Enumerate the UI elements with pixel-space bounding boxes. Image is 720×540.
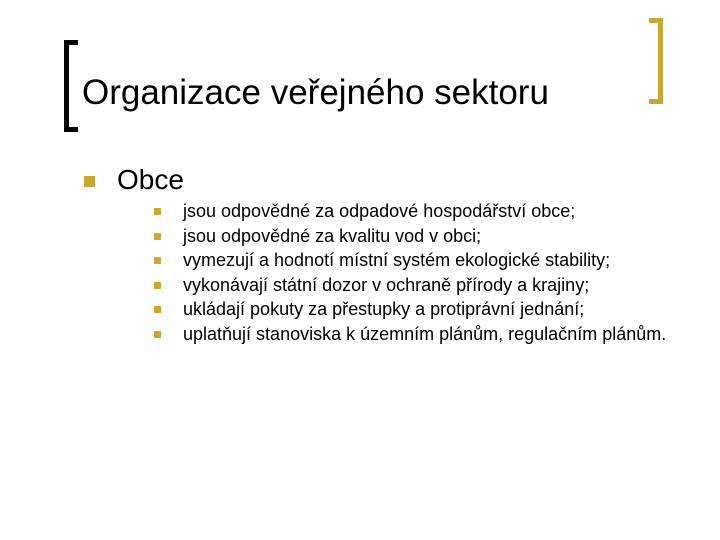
right-bracket-decoration [649,18,663,104]
square-bullet-icon [154,282,161,289]
square-bullet-icon [84,176,95,187]
list-item-text: vymezují a hodnotí místní systém ekologické stability; [183,250,611,271]
obce-responsibilities-list [154,199,694,347]
bullet-obce [84,164,184,196]
square-bullet-icon [154,257,161,264]
list-item-text: uplatňují stanoviska k územním plánům, regulačním plánům. [183,323,667,344]
list-item [154,199,694,224]
list-item [154,224,694,249]
list-item [154,273,694,298]
list-item [154,322,694,347]
left-bracket-decoration [64,40,78,132]
square-bullet-icon [154,208,161,215]
slide-title: Organizace veřejného sektoru [82,73,549,112]
list-item-text: jsou odpovědné za kvalitu vod v obci; [183,225,482,246]
list-item [154,248,694,273]
bullet-obce-label: Obce [117,164,184,195]
square-bullet-icon [154,233,161,240]
list-item-text: jsou odpovědné za odpadové hospodářství obce; [183,201,576,221]
list-item [154,297,694,322]
square-bullet-icon [154,331,161,338]
list-item-text: vykonávají státní dozor v ochraně přírody a krajiny; [183,274,590,295]
list-item-text: ukládají pokuty za přestupky a protiprávní jednání; [183,299,585,320]
square-bullet-icon [154,306,161,313]
